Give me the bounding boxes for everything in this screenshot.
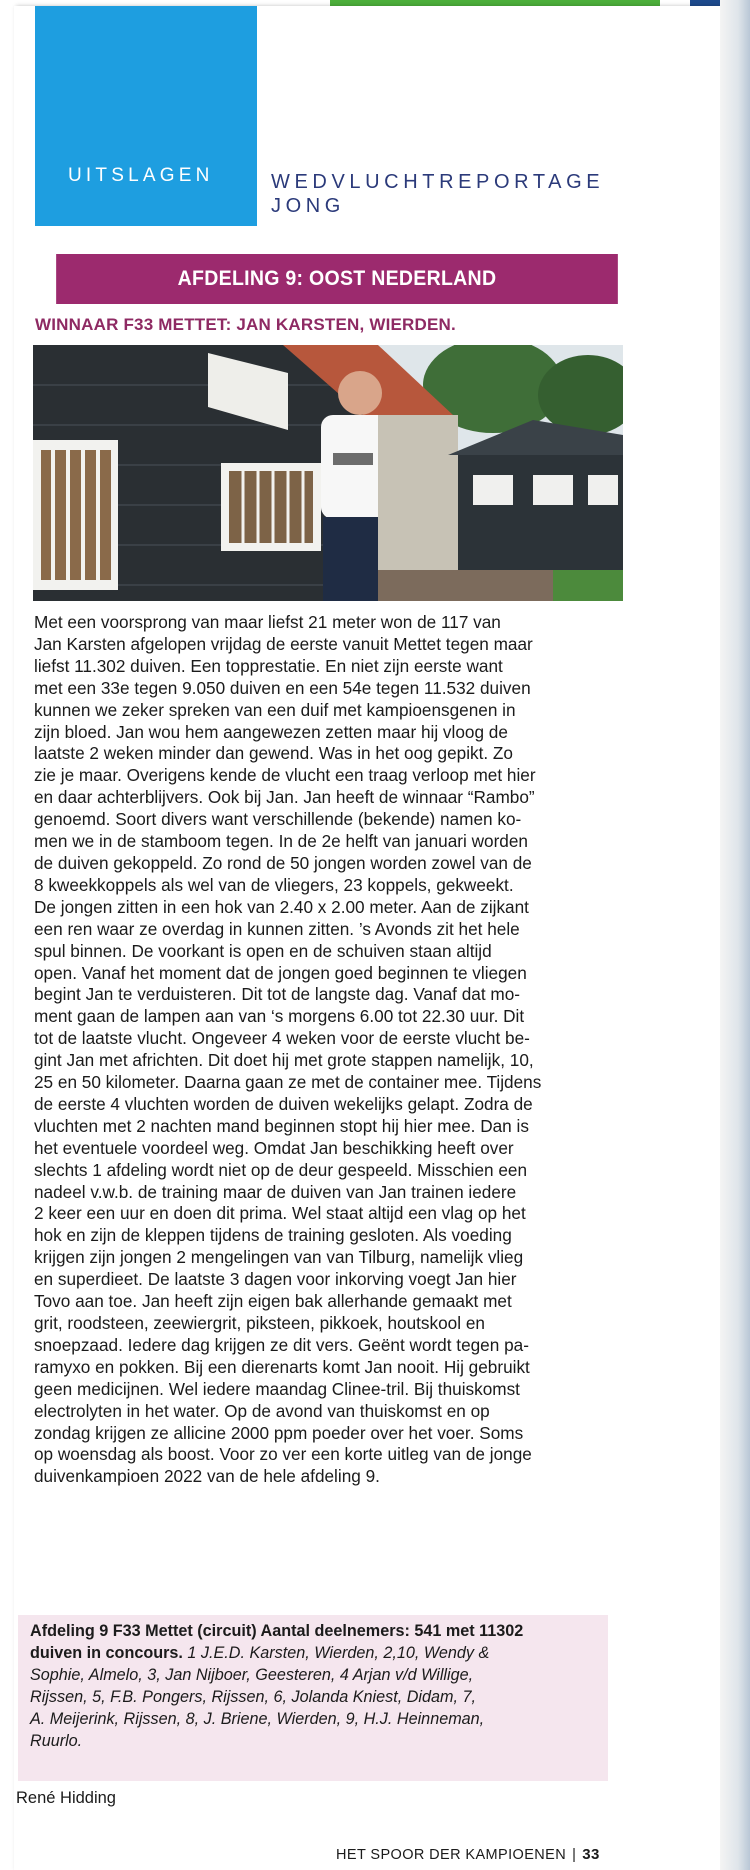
results-line-6-text: Ruurlo. [30,1732,83,1750]
article-line: nadeel v.w.b. de training maar de duiven van Jan trainen iedere [34,1181,517,1202]
article-line: De jongen zitten in een hok van 2.40 x 2.00 meter. Aan de zijkant [34,896,529,917]
results-line-5 [30,1708,602,1730]
results-line-2 [30,1642,602,1664]
article-line: duivenkampioen 2022 van de hele afdeling 9. [34,1466,380,1487]
results-line-2-rest: 1 J.E.D. Karsten, Wierden, 2,10, Wendy & [182,1644,490,1662]
division-title-bar [56,254,618,304]
winner-photo [33,345,623,601]
results-line-4 [30,1686,602,1708]
article-line: open. Vanaf het moment dat de jongen goed beginnen te vliegen [34,962,527,983]
article-line: slechts 1 afdeling wordt niet op de deur gespeeld. Misschien een [34,1159,528,1180]
article-line: vluchten met 2 nachten mand beginnen stopt hij hier mee. Dan is [34,1115,529,1136]
article-line: grit, roodsteen, zeewiergrit, piksteen, pikkoek, houtskool en [34,1313,485,1333]
results-line-5-text: A. Meijerink, Rijssen, 8, J. Briene, Wierden, 9, H.J. Heinneman, [30,1710,485,1728]
article-line: ment gaan de lampen aan van ‘s morgens 6.00 tot 22.30 uur. Dit [34,1006,525,1027]
category-line-1: WEDVLUCHTREPORTAGE [271,171,605,193]
section-label: UITSLAGEN [68,165,214,186]
article-line: ramyxo en pokken. Bij een dierenarts komt Jan nooit. Hij gebruikt [34,1356,530,1377]
article-line: liefst 11.302 duiven. Een topprestatie. En niet zijn eerste want [34,655,503,676]
article-line: zijn bloed. Jan wou hem aangewezen zetten maar hij vloog de [34,721,508,742]
division-title: AFDELING 9: OOST NEDERLAND [177,267,497,290]
article-line: de duiven gekoppeld. Zo rond de 50 jongen worden zowel van de [34,852,532,873]
article-line: zie je maar. Overigens kende de vlucht een traag verloop met hier [34,765,536,786]
article-line: laatste 2 weken minder dan gewend. Was in het oog gepikt. Zo [34,743,513,764]
article-line: op woensdag als boost. Voor zo ver een korte uitleg van de jonge [34,1444,532,1465]
article-line: genoemd. Soort divers want verschillende (bekende) namen ko- [34,809,522,830]
article-line: tot de laatste vlucht. Ongeveer 4 weken voor de eerste vlucht be- [34,1028,530,1049]
footer-separator: | [572,1847,577,1863]
category-line-2: JONG [271,195,345,217]
results-line-3 [30,1664,602,1686]
author-name: René Hidding [16,1789,116,1807]
page-spine-edge [720,0,750,1870]
article-line: Met een voorsprong van maar liefst 21 meter won de 117 van [34,612,501,632]
article-line: krijgen zijn jongen 2 mengelingen van van Tilburg, namelijk vlieg [34,1247,524,1268]
article-line: men we in de stamboom tegen. In de 2e helft van januari worden [34,831,528,852]
page-footer [336,1846,600,1863]
article-line: 25 en 50 kilometer. Daarna gaan ze met de container mee. Tijdens [34,1072,542,1093]
article-line: met een 33e tegen 9.050 duiven en een 54e tegen 11.532 duiven [34,677,531,698]
article-line: 8 kweekkoppels als wel van de vliegers, 23 koppels, gekweekt. [34,874,514,895]
results-bold-intro-1: Afdeling 9 F33 Mettet (circuit) Aantal deelnemers: 541 met 11302 [30,1622,524,1640]
footer-publication: HET SPOOR DER KAMPIOENEN [336,1847,567,1863]
loft-photo-illustration [33,345,623,601]
footer-page-number: 33 [582,1846,600,1863]
article-line: hok en zijn de kleppen tijdens de training gesloten. Als voeding [34,1225,512,1246]
article-line: Tovo aan toe. Jan heeft zijn eigen bak allerhande gemaakt met [34,1291,512,1312]
article-line: de eerste 4 vluchten worden de duiven wekelijks gelapt. Zodra de [34,1093,533,1114]
article-line: en daar achterblijvers. Ook bij Jan. Jan heeft de winnaar “Rambo” [34,787,535,808]
article-line: 2 keer een uur en doen dit prima. Wel staat altijd een vlag op het [34,1203,526,1224]
article-line: snoepzaad. Iedere dag krijgen ze dit vers. Geënt wordt tegen pa- [34,1334,529,1355]
results-line-4-text: Rijssen, 5, F.B. Pongers, Rijssen, 6, Jolanda Kniest, Didam, 7, [30,1688,476,1706]
article-line: zondag krijgen ze allicine 2000 ppm poeder over het voer. Soms [34,1422,524,1443]
article-line: gint Jan met africhten. Dit doet hij met grote stappen namelijk, 10, [34,1050,534,1071]
article-line: electrolyten in het water. Op de avond van thuiskomst en op [34,1400,490,1421]
article-line: een ren waar ze overdag in kunnen zitten. ’s Avonds zit het hele [34,918,520,939]
article-line: kunnen we zeker spreken van een duif met kampioensgenen in [34,699,516,720]
article-line: en superdieet. De laatste 3 dagen voor inkorving voegt Jan hier [34,1269,517,1290]
article-line: Jan Karsten afgelopen vrijdag de eerste vanuit Mettet tegen maar [34,633,533,654]
results-line-6 [30,1730,602,1752]
article-line: het eventuele voordeel weg. Omdat Jan beschikking heeft over [34,1137,514,1158]
results-line-1 [30,1620,602,1642]
article-line: spul binnen. De voorkant is open en de schuiven staan altijd [34,940,492,961]
results-line-3-text: Sophie, Almelo, 3, Jan Nijboer, Geesteren, 4 Arjan v/d Willige, [30,1666,474,1684]
article-line: begint Jan te verduisteren. Dit tot de langste dag. Vanaf dat mo- [34,984,520,1005]
category-label [271,170,604,218]
results-text [30,1620,602,1752]
article-line: geen medicijnen. Wel iedere maandag Clinee-tril. Bij thuiskomst [34,1378,520,1399]
results-bold-intro-2: duiven in concours. [30,1644,183,1662]
winner-heading: WINNAAR F33 METTET: JAN KARSTEN, WIERDEN. [35,315,456,334]
article-body [34,612,638,1488]
section-color-block [35,6,257,226]
